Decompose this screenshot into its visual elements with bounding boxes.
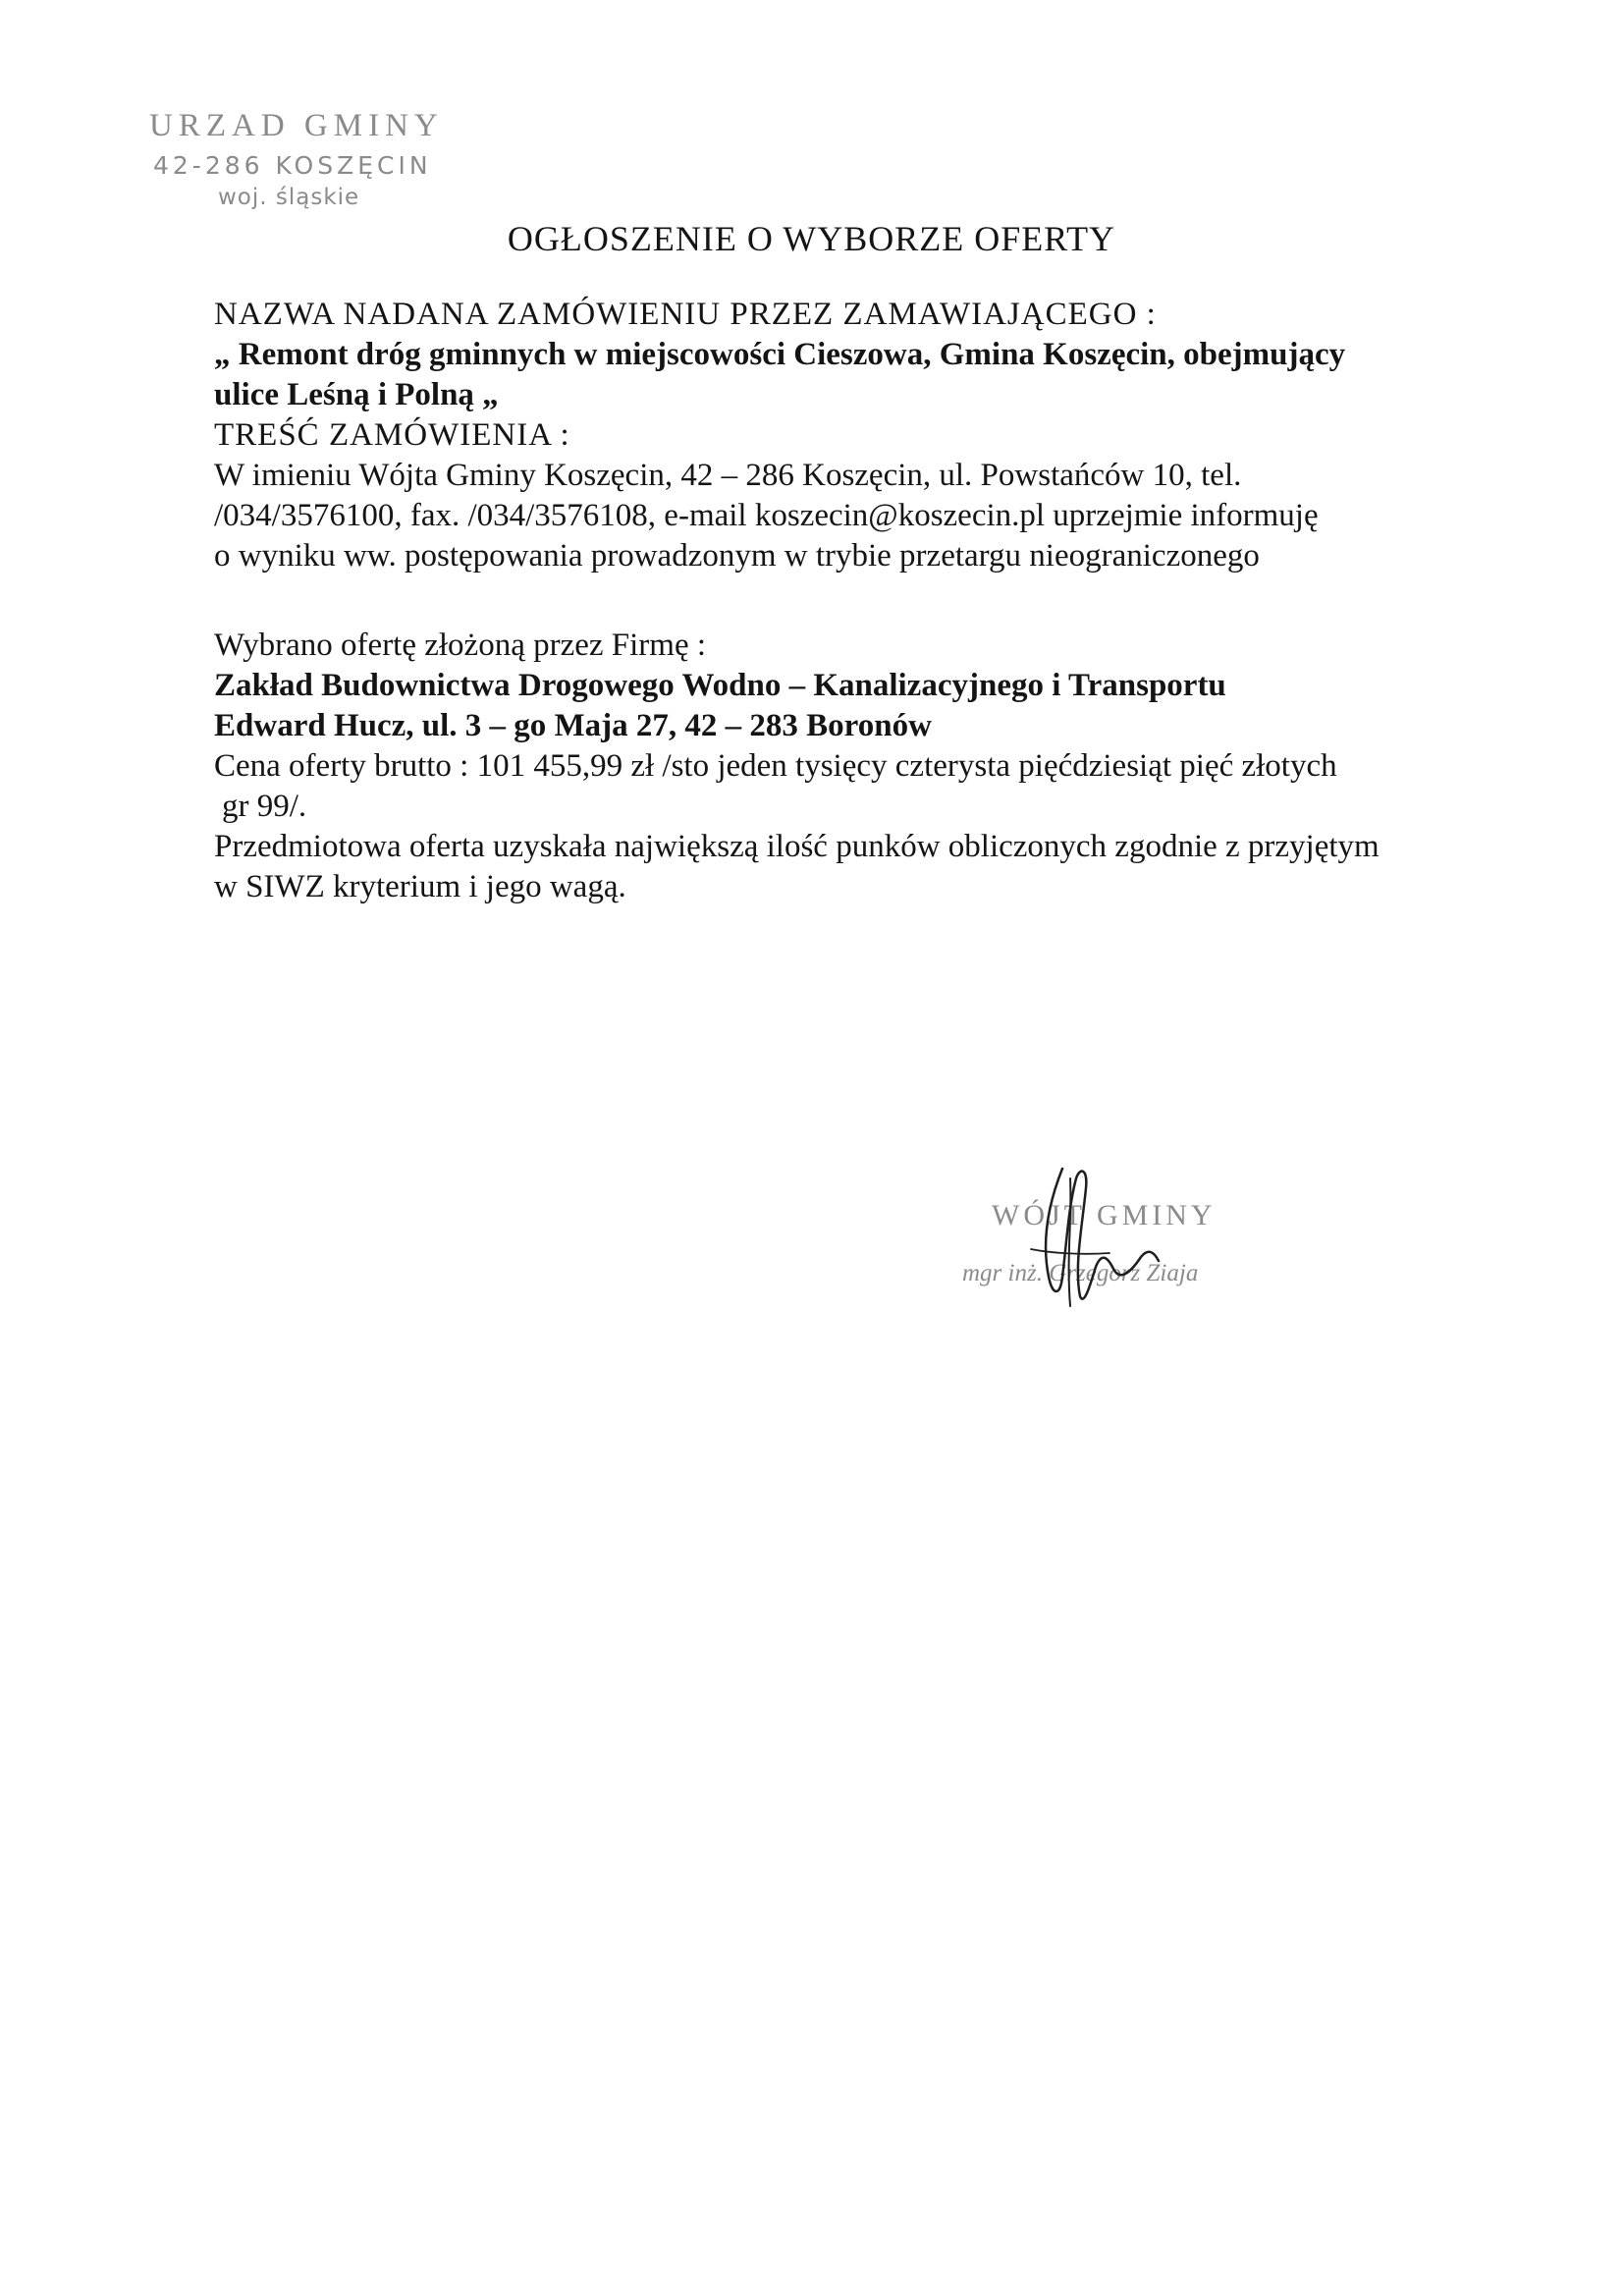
stamp-voivodeship: woj. śląskie <box>218 185 360 210</box>
order-name-line-1: „ Remont dróg gminnych w miejscowości Cieszowa, Gmina Koszęcin, obejmujący <box>214 337 1346 372</box>
offer-result-line-2: w SIWZ kryterium i jego wagą. <box>214 869 626 904</box>
order-content-line-1: W imieniu Wójta Gminy Koszęcin, 42 – 286 Koszęcin, ul. Powstańców 10, tel. <box>214 458 1242 493</box>
document-title: OGŁOSZENIE O WYBORZE OFERTY <box>507 219 1116 258</box>
order-name-line-2: ulice Leśną i Polną „ <box>214 377 499 412</box>
order-content-line-2: /034/3576100, fax. /034/3576108, e-mail koszecin@koszecin.pl uprzejmie informuję <box>214 498 1319 533</box>
order-name-header: NAZWA NADANA ZAMÓWIENIU PRZEZ ZAMAWIAJĄCEGO : <box>214 297 1157 332</box>
company-name: Zakład Budownictwa Drogowego Wodno – Kanalizacyjnego i Transportu <box>214 668 1226 703</box>
order-content-header: TREŚĆ ZAMÓWIENIA : <box>214 417 570 453</box>
stamp-postal-code: 42-286 KOSZĘCIN <box>153 151 432 180</box>
offer-price-line-2: gr 99/. <box>222 789 307 824</box>
offer-result-line-1: Przedmiotowa oferta uzyskała największą ilość punków obliczonych zgodnie z przyjętym <box>214 829 1380 864</box>
company-address: Edward Hucz, ul. 3 – go Maja 27, 42 – 283 Boronów <box>214 708 932 743</box>
chosen-offer-intro: Wybrano ofertę złożoną przez Firmę : <box>214 628 707 663</box>
paragraph-gap <box>214 576 1589 626</box>
offer-price-line-1: Cena oferty brutto : 101 455,99 zł /sto jeden tysięcy czterysta pięćdziesiąt pięć złotych <box>214 748 1337 784</box>
order-content-line-3: o wyniku ww. postępowania prowadzonym w trybie przetargu nieograniczonego <box>214 538 1260 574</box>
stamp-office-name: URZAD GMINY <box>149 108 444 143</box>
handwritten-signature <box>1011 1159 1208 1316</box>
signature-stamp-title: WÓJT GMINY <box>992 1199 1217 1231</box>
document-body <box>214 295 1589 907</box>
signature-stamp-name: mgr inż. Grzegorz Ziaja <box>962 1260 1199 1286</box>
